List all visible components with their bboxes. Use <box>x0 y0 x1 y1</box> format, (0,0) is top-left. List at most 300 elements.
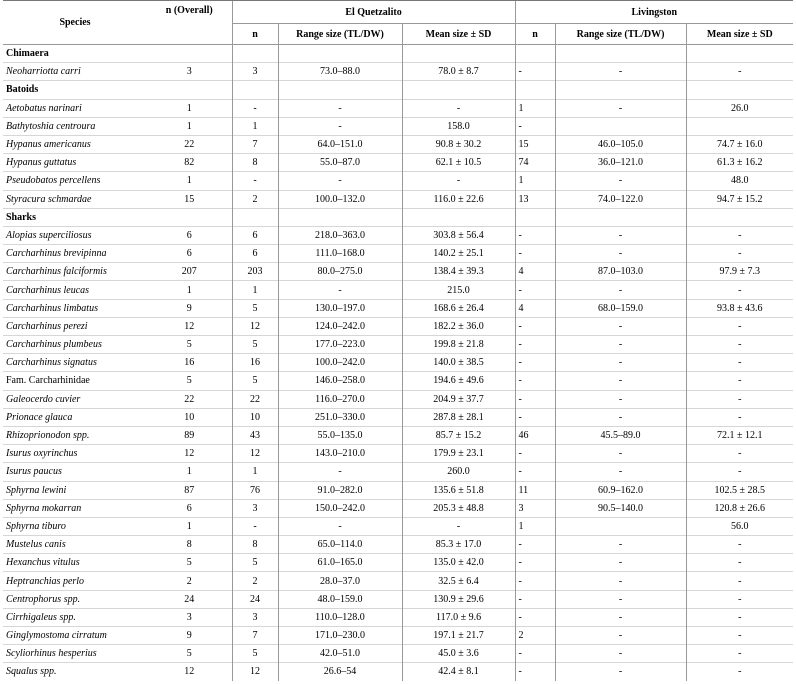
table-row <box>3 99 793 117</box>
header-livingston-n: n <box>515 24 555 45</box>
livingston-range-cell: - <box>555 172 686 190</box>
quetzalito-range-cell: - <box>278 117 402 135</box>
quetzalito-mean-cell: 199.8 ± 21.8 <box>402 336 515 354</box>
livingston-mean-cell <box>686 117 793 135</box>
livingston-n-cell: - <box>515 281 555 299</box>
table-row <box>3 536 793 554</box>
livingston-range-cell: 87.0–103.0 <box>555 263 686 281</box>
species-cell: Carcharhinus leucas <box>3 281 147 299</box>
species-cell: Carcharhinus brevipinna <box>3 245 147 263</box>
species-cell: Hypanus guttatus <box>3 154 147 172</box>
livingston-n-cell: 74 <box>515 154 555 172</box>
livingston-range-cell: - <box>555 590 686 608</box>
n-overall-cell: 5 <box>147 645 232 663</box>
group-empty-cell <box>515 208 555 226</box>
group-empty-cell <box>232 45 278 63</box>
livingston-mean-cell: 102.5 ± 28.5 <box>686 481 793 499</box>
table-row <box>3 663 793 681</box>
species-cell: Pseudobatos percellens <box>3 172 147 190</box>
livingston-mean-cell: 94.7 ± 15.2 <box>686 190 793 208</box>
quetzalito-range-cell: 61.0–165.0 <box>278 554 402 572</box>
table-row <box>3 245 793 263</box>
livingston-range-cell: - <box>555 572 686 590</box>
n-overall-cell: 15 <box>147 190 232 208</box>
quetzalito-range-cell: 64.0–151.0 <box>278 135 402 153</box>
species-size-table <box>3 0 793 681</box>
quetzalito-mean-cell: 168.6 ± 26.4 <box>402 299 515 317</box>
quetzalito-n-cell: - <box>232 172 278 190</box>
quetzalito-range-cell: 251.0–330.0 <box>278 408 402 426</box>
livingston-mean-cell: 74.7 ± 16.0 <box>686 135 793 153</box>
quetzalito-n-cell: 22 <box>232 390 278 408</box>
livingston-n-cell: 1 <box>515 99 555 117</box>
group-empty-cell <box>232 81 278 99</box>
species-cell: Ginglymostoma cirratum <box>3 627 147 645</box>
livingston-mean-cell: - <box>686 226 793 244</box>
livingston-range-cell: - <box>555 408 686 426</box>
n-overall-cell: 1 <box>147 99 232 117</box>
quetzalito-n-cell: 1 <box>232 281 278 299</box>
n-overall-cell: 3 <box>147 608 232 626</box>
header-site-livingston: Livingston <box>515 1 793 24</box>
n-overall-cell: 10 <box>147 408 232 426</box>
livingston-range-cell: 36.0–121.0 <box>555 154 686 172</box>
header-quetzalito-n: n <box>232 24 278 45</box>
header-species: Species <box>3 1 147 45</box>
livingston-n-cell: - <box>515 336 555 354</box>
livingston-mean-cell: - <box>686 608 793 626</box>
quetzalito-n-cell: 3 <box>232 499 278 517</box>
group-empty-cell <box>515 45 555 63</box>
quetzalito-range-cell: 26.6–54 <box>278 663 402 681</box>
livingston-n-cell: 4 <box>515 299 555 317</box>
livingston-mean-cell: 48.0 <box>686 172 793 190</box>
table-row <box>3 481 793 499</box>
species-cell: Scyliorhinus hesperius <box>3 645 147 663</box>
n-overall-cell: 3 <box>147 63 232 81</box>
quetzalito-range-cell: - <box>278 281 402 299</box>
n-overall-cell: 12 <box>147 663 232 681</box>
livingston-range-cell: - <box>555 445 686 463</box>
group-empty-cell <box>686 208 793 226</box>
quetzalito-range-cell: - <box>278 517 402 535</box>
livingston-mean-cell: - <box>686 627 793 645</box>
quetzalito-mean-cell: 42.4 ± 8.1 <box>402 663 515 681</box>
livingston-n-cell: - <box>515 608 555 626</box>
species-cell: Heptranchias perlo <box>3 572 147 590</box>
quetzalito-n-cell: 6 <box>232 245 278 263</box>
table-row <box>3 354 793 372</box>
table-row <box>3 517 793 535</box>
livingston-n-cell: - <box>515 645 555 663</box>
group-row <box>3 81 793 99</box>
livingston-range-cell: - <box>555 536 686 554</box>
n-overall-cell: 16 <box>147 354 232 372</box>
table-row <box>3 627 793 645</box>
group-empty-cell <box>232 208 278 226</box>
quetzalito-mean-cell: 260.0 <box>402 463 515 481</box>
quetzalito-n-cell: 12 <box>232 317 278 335</box>
quetzalito-range-cell: 65.0–114.0 <box>278 536 402 554</box>
n-overall-cell: 9 <box>147 299 232 317</box>
livingston-n-cell: 1 <box>515 517 555 535</box>
quetzalito-n-cell: 76 <box>232 481 278 499</box>
species-cell: Styracura schmardae <box>3 190 147 208</box>
livingston-range-cell: - <box>555 226 686 244</box>
quetzalito-mean-cell: 130.9 ± 29.6 <box>402 590 515 608</box>
livingston-n-cell: - <box>515 463 555 481</box>
quetzalito-range-cell: 80.0–275.0 <box>278 263 402 281</box>
species-cell: Hypanus americanus <box>3 135 147 153</box>
livingston-mean-cell: - <box>686 390 793 408</box>
livingston-mean-cell: - <box>686 554 793 572</box>
quetzalito-n-cell: 43 <box>232 426 278 444</box>
quetzalito-range-cell: 116.0–270.0 <box>278 390 402 408</box>
n-overall-cell: 1 <box>147 117 232 135</box>
table-row <box>3 554 793 572</box>
livingston-mean-cell: - <box>686 336 793 354</box>
species-cell: Isurus oxyrinchus <box>3 445 147 463</box>
quetzalito-mean-cell: 90.8 ± 30.2 <box>402 135 515 153</box>
group-empty-cell <box>147 81 232 99</box>
n-overall-cell: 1 <box>147 172 232 190</box>
livingston-n-cell: 15 <box>515 135 555 153</box>
livingston-mean-cell: 97.9 ± 7.3 <box>686 263 793 281</box>
quetzalito-n-cell: 2 <box>232 190 278 208</box>
livingston-mean-cell: - <box>686 590 793 608</box>
quetzalito-n-cell: 7 <box>232 627 278 645</box>
livingston-range-cell: - <box>555 281 686 299</box>
quetzalito-range-cell: 110.0–128.0 <box>278 608 402 626</box>
n-overall-cell: 1 <box>147 463 232 481</box>
livingston-n-cell: - <box>515 317 555 335</box>
table-row <box>3 372 793 390</box>
species-cell: Aetobatus narinari <box>3 99 147 117</box>
quetzalito-range-cell: 218.0–363.0 <box>278 226 402 244</box>
quetzalito-n-cell: 6 <box>232 226 278 244</box>
quetzalito-mean-cell: 135.0 ± 42.0 <box>402 554 515 572</box>
n-overall-cell: 5 <box>147 372 232 390</box>
group-empty-cell <box>555 45 686 63</box>
table-row <box>3 299 793 317</box>
n-overall-cell: 24 <box>147 590 232 608</box>
quetzalito-range-cell: 171.0–230.0 <box>278 627 402 645</box>
livingston-n-cell: 1 <box>515 172 555 190</box>
livingston-n-cell: 11 <box>515 481 555 499</box>
table-header <box>3 1 793 45</box>
quetzalito-mean-cell: 138.4 ± 39.3 <box>402 263 515 281</box>
group-row <box>3 208 793 226</box>
table-row <box>3 608 793 626</box>
quetzalito-range-cell: - <box>278 172 402 190</box>
table-row <box>3 390 793 408</box>
n-overall-cell: 5 <box>147 554 232 572</box>
livingston-range-cell: 90.5–140.0 <box>555 499 686 517</box>
group-row <box>3 45 793 63</box>
table-row <box>3 408 793 426</box>
livingston-n-cell: - <box>515 390 555 408</box>
livingston-mean-cell: - <box>686 281 793 299</box>
n-overall-cell: 12 <box>147 445 232 463</box>
livingston-mean-cell: 120.8 ± 26.6 <box>686 499 793 517</box>
livingston-mean-cell: - <box>686 372 793 390</box>
livingston-mean-cell: - <box>686 245 793 263</box>
livingston-mean-cell: 56.0 <box>686 517 793 535</box>
quetzalito-n-cell: - <box>232 517 278 535</box>
livingston-range-cell: 60.9–162.0 <box>555 481 686 499</box>
livingston-mean-cell: 61.3 ± 16.2 <box>686 154 793 172</box>
table-row <box>3 317 793 335</box>
species-cell: Mustelus canis <box>3 536 147 554</box>
species-cell: Sphyrna mokarran <box>3 499 147 517</box>
quetzalito-range-cell: 100.0–242.0 <box>278 354 402 372</box>
table-row <box>3 590 793 608</box>
livingston-mean-cell: - <box>686 63 793 81</box>
table-row <box>3 281 793 299</box>
quetzalito-mean-cell: 135.6 ± 51.8 <box>402 481 515 499</box>
quetzalito-mean-cell: 32.5 ± 6.4 <box>402 572 515 590</box>
livingston-range-cell: - <box>555 245 686 263</box>
species-cell: Carcharhinus falciformis <box>3 263 147 281</box>
livingston-n-cell: 46 <box>515 426 555 444</box>
quetzalito-range-cell: 146.0–258.0 <box>278 372 402 390</box>
species-cell: Neoharriotta carri <box>3 63 147 81</box>
quetzalito-mean-cell: 45.0 ± 3.6 <box>402 645 515 663</box>
species-cell: Carcharhinus plumbeus <box>3 336 147 354</box>
quetzalito-n-cell: 7 <box>232 135 278 153</box>
table-row <box>3 135 793 153</box>
species-cell: Sphyrna lewini <box>3 481 147 499</box>
quetzalito-range-cell: 91.0–282.0 <box>278 481 402 499</box>
livingston-mean-cell: - <box>686 463 793 481</box>
livingston-mean-cell: - <box>686 572 793 590</box>
group-empty-cell <box>147 208 232 226</box>
table-row <box>3 336 793 354</box>
n-overall-cell: 207 <box>147 263 232 281</box>
quetzalito-mean-cell: - <box>402 172 515 190</box>
livingston-range-cell: - <box>555 463 686 481</box>
species-cell: Hexanchus vitulus <box>3 554 147 572</box>
header-livingston-mean: Mean size ± SD <box>686 24 793 45</box>
n-overall-cell: 1 <box>147 517 232 535</box>
quetzalito-mean-cell: 287.8 ± 28.1 <box>402 408 515 426</box>
livingston-range-cell: - <box>555 663 686 681</box>
species-cell: Fam. Carcharhinidae <box>3 372 147 390</box>
quetzalito-range-cell: 111.0–168.0 <box>278 245 402 263</box>
species-cell: Bathytoshia centroura <box>3 117 147 135</box>
quetzalito-mean-cell: 158.0 <box>402 117 515 135</box>
livingston-range-cell: - <box>555 645 686 663</box>
table-row <box>3 226 793 244</box>
n-overall-cell: 5 <box>147 336 232 354</box>
group-empty-cell <box>402 208 515 226</box>
quetzalito-n-cell: 16 <box>232 354 278 372</box>
quetzalito-n-cell: 8 <box>232 154 278 172</box>
livingston-n-cell: - <box>515 63 555 81</box>
quetzalito-range-cell: 42.0–51.0 <box>278 645 402 663</box>
livingston-range-cell: 46.0–105.0 <box>555 135 686 153</box>
livingston-n-cell: - <box>515 663 555 681</box>
quetzalito-mean-cell: 62.1 ± 10.5 <box>402 154 515 172</box>
species-cell: Squalus spp. <box>3 663 147 681</box>
quetzalito-n-cell: 10 <box>232 408 278 426</box>
table-row <box>3 154 793 172</box>
livingston-mean-cell: - <box>686 645 793 663</box>
livingston-n-cell: - <box>515 226 555 244</box>
group-name: Sharks <box>3 208 147 226</box>
quetzalito-range-cell: 130.0–197.0 <box>278 299 402 317</box>
livingston-n-cell: - <box>515 245 555 263</box>
species-cell: Centrophorus spp. <box>3 590 147 608</box>
livingston-range-cell: 68.0–159.0 <box>555 299 686 317</box>
header-quetzalito-mean: Mean size ± SD <box>402 24 515 45</box>
quetzalito-n-cell: 5 <box>232 645 278 663</box>
livingston-range-cell: - <box>555 99 686 117</box>
quetzalito-mean-cell: 140.2 ± 25.1 <box>402 245 515 263</box>
table-row <box>3 63 793 81</box>
livingston-n-cell: - <box>515 554 555 572</box>
group-empty-cell <box>555 81 686 99</box>
livingston-n-cell: - <box>515 572 555 590</box>
group-empty-cell <box>686 81 793 99</box>
livingston-range-cell: - <box>555 390 686 408</box>
livingston-range-cell: - <box>555 63 686 81</box>
quetzalito-mean-cell: 117.0 ± 9.6 <box>402 608 515 626</box>
n-overall-cell: 6 <box>147 226 232 244</box>
table-row <box>3 117 793 135</box>
group-empty-cell <box>402 81 515 99</box>
group-empty-cell <box>278 208 402 226</box>
group-name: Chimaera <box>3 45 147 63</box>
species-cell: Carcharhinus perezi <box>3 317 147 335</box>
livingston-range-cell: - <box>555 372 686 390</box>
species-cell: Alopias superciliosus <box>3 226 147 244</box>
table-row <box>3 463 793 481</box>
quetzalito-range-cell: 150.0–242.0 <box>278 499 402 517</box>
livingston-mean-cell: 26.0 <box>686 99 793 117</box>
livingston-mean-cell: - <box>686 663 793 681</box>
quetzalito-mean-cell: 205.3 ± 48.8 <box>402 499 515 517</box>
table-row <box>3 426 793 444</box>
table-body <box>3 45 793 681</box>
livingston-range-cell: - <box>555 317 686 335</box>
quetzalito-mean-cell: 215.0 <box>402 281 515 299</box>
quetzalito-range-cell: 28.0–37.0 <box>278 572 402 590</box>
livingston-range-cell: - <box>555 554 686 572</box>
livingston-mean-cell: - <box>686 408 793 426</box>
quetzalito-range-cell: - <box>278 463 402 481</box>
species-cell: Prionace glauca <box>3 408 147 426</box>
header-n-overall: n (Overall) <box>147 1 232 45</box>
quetzalito-n-cell: 8 <box>232 536 278 554</box>
livingston-range-cell: 45.5–89.0 <box>555 426 686 444</box>
n-overall-cell: 22 <box>147 135 232 153</box>
group-empty-cell <box>515 81 555 99</box>
livingston-n-cell: - <box>515 408 555 426</box>
livingston-n-cell: 4 <box>515 263 555 281</box>
livingston-n-cell: 2 <box>515 627 555 645</box>
quetzalito-mean-cell: 78.0 ± 8.7 <box>402 63 515 81</box>
species-cell: Carcharhinus signatus <box>3 354 147 372</box>
livingston-mean-cell: - <box>686 536 793 554</box>
quetzalito-n-cell: 5 <box>232 299 278 317</box>
table-row <box>3 172 793 190</box>
quetzalito-range-cell: 55.0–87.0 <box>278 154 402 172</box>
livingston-n-cell: - <box>515 354 555 372</box>
livingston-range-cell: - <box>555 627 686 645</box>
n-overall-cell: 1 <box>147 281 232 299</box>
quetzalito-mean-cell: 197.1 ± 21.7 <box>402 627 515 645</box>
quetzalito-n-cell: 1 <box>232 463 278 481</box>
livingston-mean-cell: - <box>686 445 793 463</box>
group-empty-cell <box>686 45 793 63</box>
quetzalito-mean-cell: 179.9 ± 23.1 <box>402 445 515 463</box>
quetzalito-n-cell: 12 <box>232 445 278 463</box>
header-quetzalito-range: Range size (TL/DW) <box>278 24 402 45</box>
species-cell: Galeocerdo cuvier <box>3 390 147 408</box>
table-row <box>3 263 793 281</box>
quetzalito-mean-cell: 204.9 ± 37.7 <box>402 390 515 408</box>
quetzalito-range-cell: 55.0–135.0 <box>278 426 402 444</box>
group-empty-cell <box>278 45 402 63</box>
livingston-n-cell: - <box>515 372 555 390</box>
quetzalito-range-cell: 124.0–242.0 <box>278 317 402 335</box>
quetzalito-range-cell: 100.0–132.0 <box>278 190 402 208</box>
livingston-mean-cell: - <box>686 354 793 372</box>
livingston-range-cell: - <box>555 354 686 372</box>
quetzalito-mean-cell: - <box>402 99 515 117</box>
livingston-n-cell: 3 <box>515 499 555 517</box>
livingston-n-cell: - <box>515 445 555 463</box>
quetzalito-n-cell: 5 <box>232 554 278 572</box>
quetzalito-n-cell: 12 <box>232 663 278 681</box>
livingston-mean-cell: - <box>686 317 793 335</box>
n-overall-cell: 22 <box>147 390 232 408</box>
n-overall-cell: 89 <box>147 426 232 444</box>
quetzalito-mean-cell: 182.2 ± 36.0 <box>402 317 515 335</box>
quetzalito-mean-cell: - <box>402 517 515 535</box>
quetzalito-range-cell: 48.0–159.0 <box>278 590 402 608</box>
livingston-n-cell: - <box>515 536 555 554</box>
quetzalito-mean-cell: 140.0 ± 38.5 <box>402 354 515 372</box>
group-empty-cell <box>278 81 402 99</box>
n-overall-cell: 9 <box>147 627 232 645</box>
n-overall-cell: 82 <box>147 154 232 172</box>
quetzalito-mean-cell: 116.0 ± 22.6 <box>402 190 515 208</box>
quetzalito-mean-cell: 85.3 ± 17.0 <box>402 536 515 554</box>
n-overall-cell: 2 <box>147 572 232 590</box>
group-empty-cell <box>555 208 686 226</box>
n-overall-cell: 87 <box>147 481 232 499</box>
n-overall-cell: 8 <box>147 536 232 554</box>
quetzalito-mean-cell: 85.7 ± 15.2 <box>402 426 515 444</box>
species-cell: Sphyrna tiburo <box>3 517 147 535</box>
header-livingston-range: Range size (TL/DW) <box>555 24 686 45</box>
quetzalito-range-cell: 143.0–210.0 <box>278 445 402 463</box>
quetzalito-range-cell: 177.0–223.0 <box>278 336 402 354</box>
livingston-range-cell <box>555 117 686 135</box>
n-overall-cell: 6 <box>147 245 232 263</box>
species-cell: Cirrhigaleus spp. <box>3 608 147 626</box>
livingston-range-cell: - <box>555 336 686 354</box>
quetzalito-range-cell: - <box>278 99 402 117</box>
table-row <box>3 645 793 663</box>
group-name: Batoids <box>3 81 147 99</box>
livingston-range-cell <box>555 517 686 535</box>
quetzalito-range-cell: 73.0–88.0 <box>278 63 402 81</box>
livingston-n-cell: 13 <box>515 190 555 208</box>
livingston-n-cell: - <box>515 117 555 135</box>
